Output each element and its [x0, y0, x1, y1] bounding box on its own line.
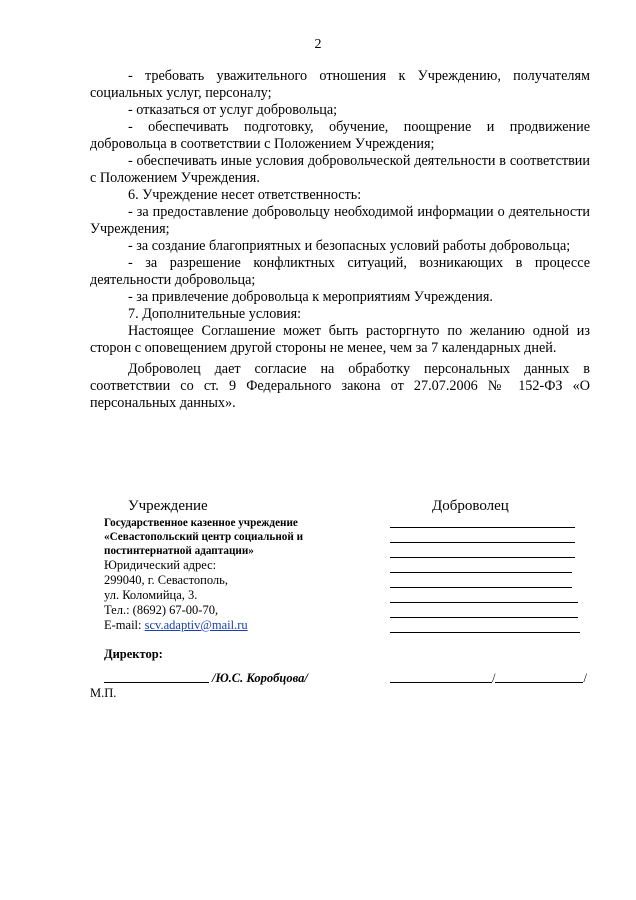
body-paragraph: - обеспечивать иные условия добровольческой деятельности в соответствии с Положением Учреждения.	[90, 153, 590, 186]
institution-details	[104, 516, 344, 633]
body-paragraph: - за предоставление добровольцу необходимой информации о деятельности Учреждения;	[90, 204, 590, 237]
name-blank	[495, 682, 583, 683]
director-name: /Ю.С. Коробцова/	[212, 671, 308, 685]
page-number: 2	[314, 37, 322, 52]
volunteer-signature-line	[390, 671, 587, 686]
body-paragraph: - обеспечивать подготовку, обучение, поощрение и продвижение добровольца в соответствии с Положением Учреждения;	[90, 119, 590, 152]
body-paragraph: - требовать уважительного отношения к Учреждению, получателям социальных услуг, персоналу;	[90, 68, 590, 101]
signature-blank	[104, 682, 209, 683]
institution-name-line-3: постинтернатной адаптации»	[104, 545, 254, 557]
blank-line	[390, 531, 590, 546]
body-paragraph: Настоящее Соглашение может быть расторгнуто по желанию одной из сторон с оповещением другой стороны не менее, чем за 7 календарных дней.	[90, 323, 590, 356]
email-label: E-mail:	[104, 618, 145, 632]
institution-name-line-2: «Севастопольский центр социальной и	[104, 531, 304, 543]
body-paragraph: - за разрешение конфликтных ситуаций, возникающих в процессе деятельности добровольца;	[90, 255, 590, 288]
address-city: 299040, г. Севастополь,	[104, 573, 228, 587]
blank-line	[390, 621, 590, 636]
body-paragraph: Доброволец дает согласие на обработку персональных данных в соответствии со ст. 9 Федерального закона от 27.07.2006 № 152-ФЗ «О персональных данных».	[90, 361, 590, 411]
blank-line	[390, 516, 590, 531]
address-street: ул. Коломийца, 3.	[104, 588, 198, 602]
body-paragraph: 7. Дополнительные условия:	[128, 306, 302, 322]
signature-end-slash: /	[583, 671, 587, 685]
institution-signature-title: Учреждение	[128, 498, 208, 514]
email-link[interactable]: scv.adaptiv@mail.ru	[144, 618, 248, 632]
signature-blank	[390, 682, 492, 683]
director-label: Директор:	[104, 647, 163, 661]
blank-line	[390, 576, 590, 591]
director-signature-line	[104, 671, 308, 686]
institution-name-line-1: Государственное казенное учреждение	[104, 517, 298, 529]
blank-line	[390, 561, 590, 576]
agreement-body-text	[90, 68, 590, 412]
volunteer-details-blank-lines	[390, 516, 590, 636]
body-paragraph: - за создание благоприятных и безопасных условий работы добровольца;	[128, 238, 571, 254]
phone-number: Тел.: (8692) 67-00-70,	[104, 603, 219, 617]
body-paragraph: - отказаться от услуг добровольца;	[128, 102, 338, 118]
legal-address-label: Юридический адрес:	[104, 558, 217, 572]
volunteer-signature-title: Доброволец	[432, 498, 509, 514]
body-paragraph: - за привлечение добровольца к мероприятиям Учреждения.	[128, 289, 493, 305]
body-paragraph: 6. Учреждение несет ответственность:	[128, 187, 362, 203]
stamp-place-label: М.П.	[90, 686, 117, 700]
email-line	[104, 618, 344, 633]
signature-separator: /	[492, 671, 496, 685]
blank-line	[390, 546, 590, 561]
blank-line	[390, 606, 590, 621]
blank-line	[390, 591, 590, 606]
